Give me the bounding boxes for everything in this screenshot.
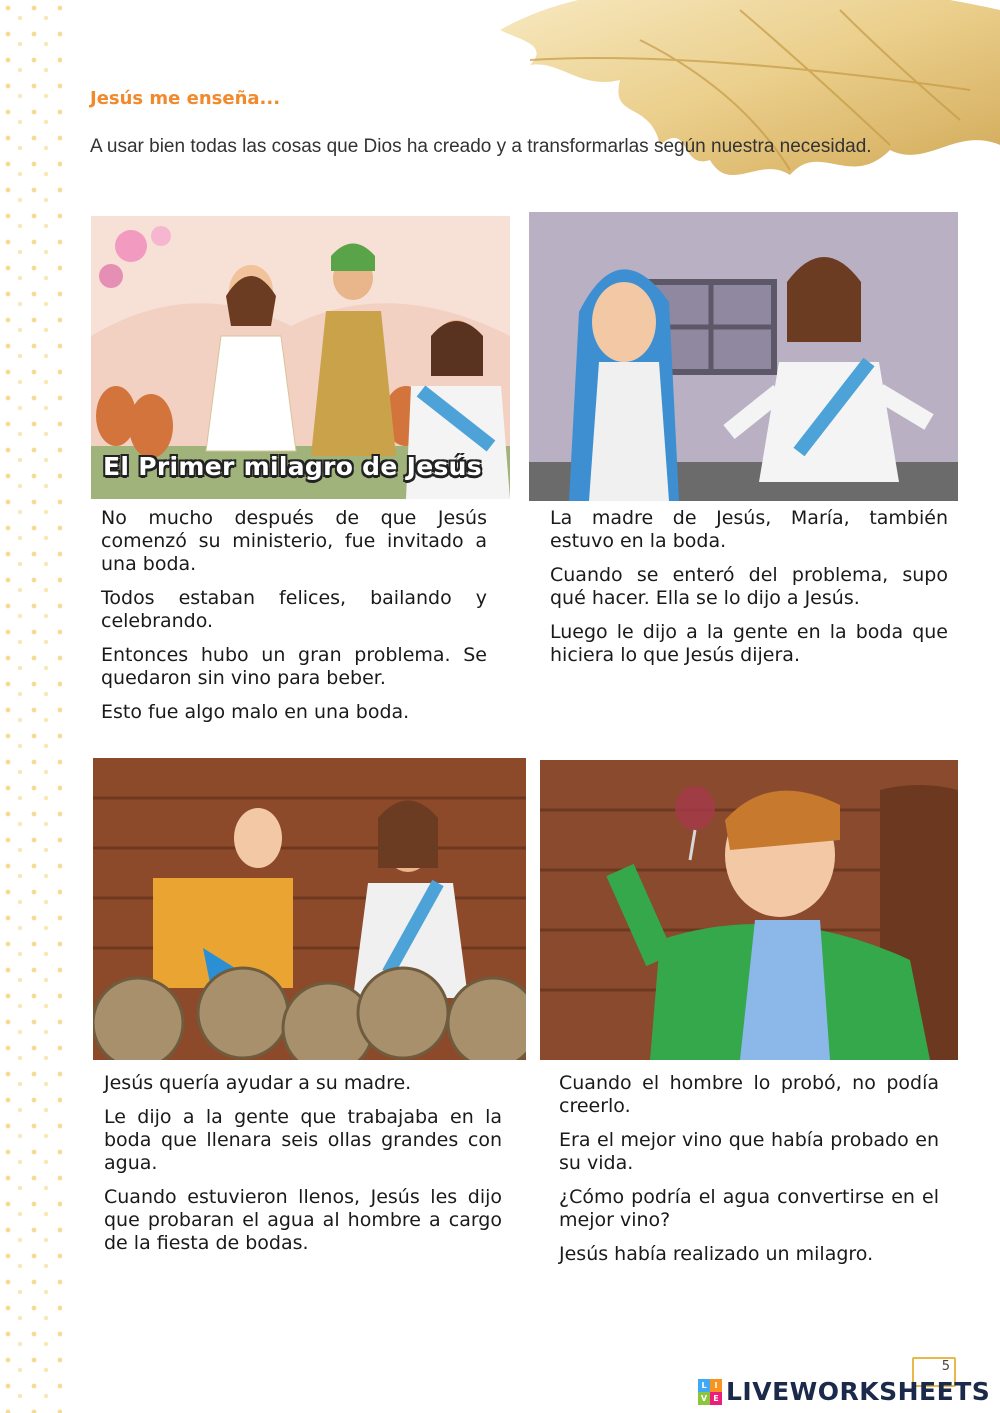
paragraph: Le dijo a la gente que trabajaba en la boda que llenara seis ollas grandes con agua.: [104, 1106, 502, 1174]
panel-2-text: [550, 507, 948, 678]
panel-3-text: [104, 1072, 502, 1266]
brand-name: LIVEWORKSHEETS: [726, 1377, 991, 1406]
paragraph: Esto fue algo malo en una boda.: [101, 701, 410, 723]
liveworksheets-logo[interactable]: [698, 1377, 990, 1406]
paragraph: ¿Cómo podría el agua convertirse en el mejor vino?: [559, 1186, 939, 1231]
paragraph: No mucho después de que Jesús comenzó su ministerio, fue invitado a una boda.: [101, 507, 487, 575]
panel-wedding-image: [91, 216, 510, 499]
liveworksheets-icon: L I V E: [698, 1379, 722, 1405]
paragraph: Luego le dijo a la gente en la boda que hiciera lo que Jesús dijera.: [550, 621, 948, 666]
decorative-border: [0, 0, 62, 1413]
page-number: 5: [912, 1357, 956, 1387]
intro-text: A usar bien todas las cosas que Dios ha creado y a transformarlas según nuestra necesidad.: [90, 136, 872, 157]
page-heading: Jesús me enseña...: [90, 88, 281, 109]
paragraph: La madre de Jesús, María, también estuvo en la boda.: [550, 507, 948, 552]
paragraph: Era el mejor vino que había probado en su vida.: [559, 1129, 939, 1174]
paragraph: Todos estaban felices, bailando y celebrando.: [101, 587, 487, 632]
panel-mary-jesus-image: [529, 212, 958, 501]
panel-wine-tasting-image: [540, 760, 958, 1060]
paragraph: Entonces hubo un gran problema. Se quedaron sin vino para beber.: [101, 644, 487, 689]
paragraph: Jesús quería ayudar a su madre.: [104, 1072, 412, 1094]
paragraph: Cuando estuvieron llenos, Jesús les dijo que probaran el agua al hombre a cargo de la fiesta de bodas.: [104, 1186, 502, 1254]
paragraph: Jesús había realizado un milagro.: [559, 1243, 874, 1265]
panel-4-text: [559, 1072, 939, 1277]
panel-1-text: [101, 507, 487, 735]
panel-water-jars-image: [93, 758, 526, 1060]
paragraph: Cuando el hombre lo probó, no podía creerlo.: [559, 1072, 939, 1117]
panel-caption: El Primer milagro de Jesús: [103, 452, 482, 481]
paragraph: Cuando se enteró del problema, supo qué hacer. Ella se lo dijo a Jesús.: [550, 564, 948, 609]
leaf-decoration: [490, 0, 1000, 200]
